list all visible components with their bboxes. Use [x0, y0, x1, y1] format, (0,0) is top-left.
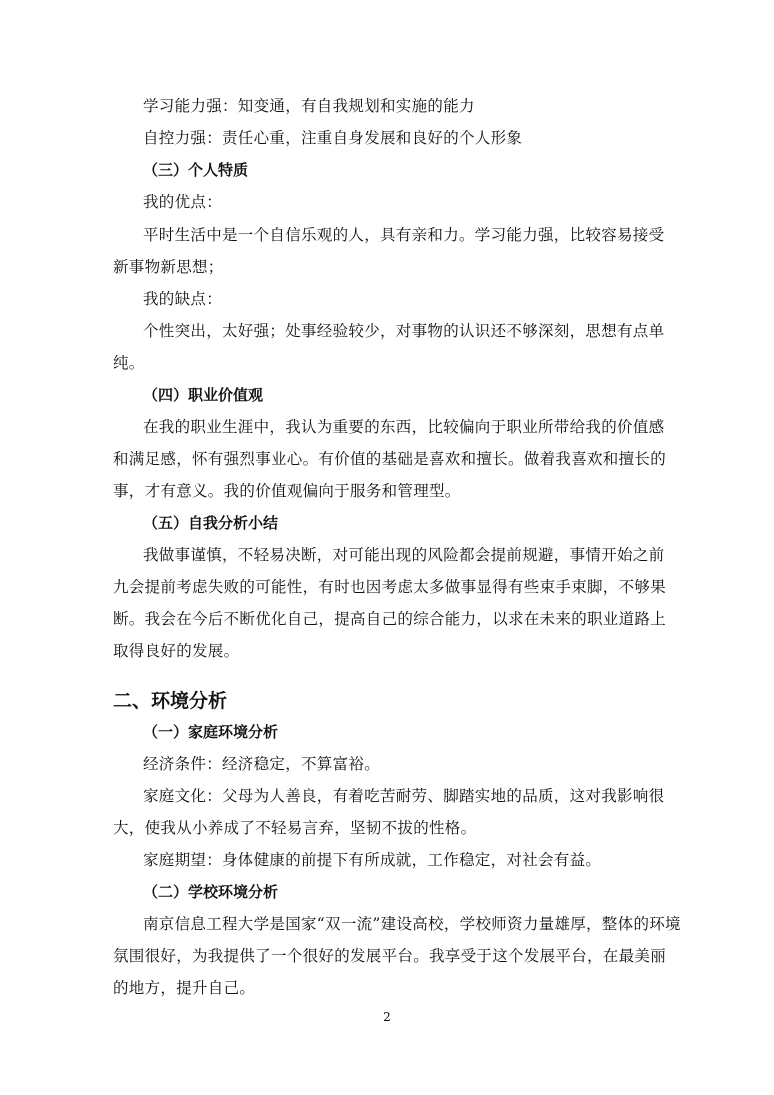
- paragraph-line: 我做事谨慎，不轻易决断，对可能出现的风险都会提前规避，事情开始之前: [143, 546, 665, 564]
- subsection-heading: （一）家庭环境分析: [143, 723, 279, 741]
- paragraph-line: 事，才有意义。我的价值观偏向于服务和管理型。: [113, 482, 461, 500]
- paragraph-line: 的地方，提升自己。: [113, 979, 256, 997]
- paragraph-line: 取得良好的发展。: [113, 642, 240, 660]
- section-heading: 二、环境分析: [113, 690, 228, 712]
- paragraph-line: 家庭文化：父母为人善良，有着吃苦耐劳、脚踏实地的品质，这对我影响很: [143, 787, 665, 805]
- paragraph-line: 平时生活中是一个自信乐观的人，具有亲和力。学习能力强，比较容易接受: [143, 226, 665, 244]
- paragraph-line: 新事物新思想；: [113, 258, 224, 276]
- paragraph-line: 我的缺点：: [143, 290, 223, 308]
- paragraph-line: 我的优点：: [143, 193, 223, 211]
- paragraph-line: 和满足感，怀有强烈事业心。有价值的基础是喜欢和擅长。做着我喜欢和擅长的: [113, 450, 667, 468]
- subsection-heading: （二）学校环境分析: [143, 883, 279, 901]
- paragraph-line: 氛围很好，为我提供了一个很好的发展平台。我享受于这个发展平台，在最美丽: [113, 947, 667, 965]
- paragraph-line: 纯。: [113, 354, 145, 372]
- paragraph-line: 家庭期望：身体健康的前提下有所成就，工作稳定，对社会有益。: [143, 851, 602, 869]
- paragraph-line: 断。我会在今后不断优化自己，提高自己的综合能力，以求在未来的职业道路上: [113, 610, 667, 628]
- subsection-heading: （五）自我分析小结: [143, 514, 279, 532]
- subsection-heading: （三）个人特质: [143, 161, 249, 179]
- subsection-heading: （四）职业价值观: [143, 386, 264, 404]
- page-number: 2: [383, 1010, 391, 1024]
- paragraph-line: 在我的职业生涯中，我认为重要的东西，比较偏向于职业所带给我的价值感: [143, 418, 665, 436]
- paragraph-line: 大，使我从小养成了不轻易言弃，坚韧不拔的性格。: [113, 819, 477, 837]
- paragraph-line: 学习能力强：知变通，有自我规划和实施的能力: [143, 97, 475, 115]
- paragraph-line: 个性突出，太好强；处事经验较少，对事物的认识还不够深刻，思想有点单: [143, 322, 665, 340]
- paragraph-line: 经济条件：经济稳定，不算富裕。: [143, 755, 381, 773]
- paragraph-line: 九会提前考虑失败的可能性，有时也因考虑太多做事显得有些束手束脚，不够果: [113, 578, 667, 596]
- paragraph-line: 自控力强：责任心重，注重自身发展和良好的个人形象: [143, 129, 523, 147]
- paragraph-line: 南京信息工程大学是国家“双一流”建设高校，学校师资力量雄厚，整体的环境: [143, 915, 681, 933]
